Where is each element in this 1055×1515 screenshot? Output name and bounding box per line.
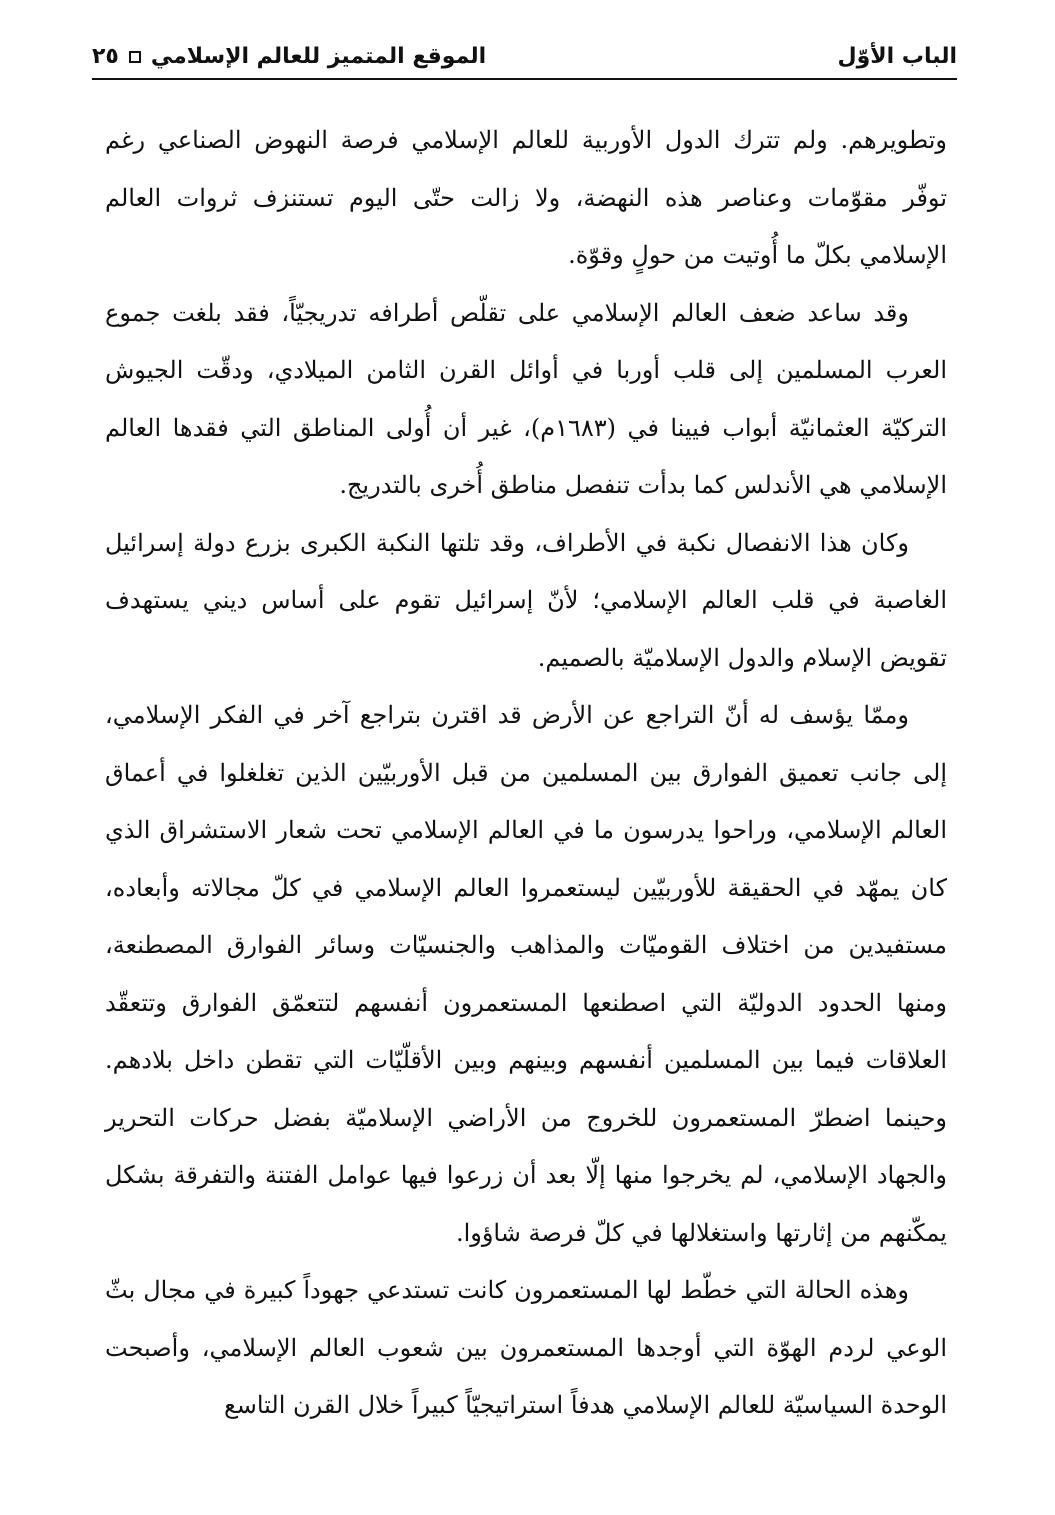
paragraph-4: وممّا يؤسف له أنّ التراجع عن الأرض قد اقترن بتراجع آخر في الفكر الإسلامي، إلى جانب تعميق الفوارق بين المسلمين من قبل الأوربيّين الذين تغلغلوا في أعماق العالم الإسلامي، وراحوا يدرسون ما في العالم الإسلامي تحت شعار الاستشراق الذي كان يمهّد في الحقيقة للأوربيّين ليستعمروا العالم الإسلامي في كلّ مجالاته وأبعاده، مستفيدين من اختلاف القوميّات والمذاهب والجنسيّات وسائر الفوارق المصطنعة، ومنها الحدود الدوليّة التي اصطنعها المستعمرون أنفسهم لتتعمّق الفوارق وتتعقّد العلاقات فيما بين المسلمين أنفسهم وبينهم وبين الأقلّيّات التي تقطن داخل بلادهم. وحينما اضطرّ المستعمرون للخروج من الأراضي الإسلاميّة بفضل حركات التحرير والجهاد الإسلامي، لم يخرجوا منها إلّا بعد أن زرعوا فيها عوامل الفتنة والتفرقة بشكل يمكّنهم من إثارتها واستغلالها في كلّ فرصة شاؤوا.: [105, 701, 948, 1247]
running-header: [92, 44, 486, 69]
running-title: الموقع المتميز للعالم الإسلامي: [150, 44, 487, 69]
separator-square-icon: [129, 51, 141, 63]
chapter-title: الباب الأوّل: [837, 44, 957, 69]
paragraph-1: وتطويرهم. ولم تترك الدول الأوربية للعالم الإسلامي فرصة النهوض الصناعي رغم توفّر مقوّمات وعناصر هذه النهضة، ولا زالت حتّى اليوم تستنزف ثروات العالم الإسلامي بكلّ ما أُوتيت من حولٍ وقوّة.: [105, 126, 947, 269]
paragraph-3: وكان هذا الانفصال نكبة في الأطراف، وقد تلتها النكبة الكبرى بزرع دولة إسرائيل الغاصبة في قلب العالم الإسلامي؛ لأنّ إسرائيل تقوم على أساس ديني يستهدف تقويض الإسلام والدول الإسلاميّة بالصميم.: [105, 528, 948, 672]
page-number: ٢٥: [92, 44, 119, 69]
header-rule: [92, 78, 957, 80]
page-header: [92, 40, 957, 80]
paragraph-2: وقد ساعد ضعف العالم الإسلامي على تقلّص أطرافه تدريجيّاً، فقد بلغت جموع العرب المسلمين إلى قلب أوربا في أوائل القرن الثامن الميلادي، ودقّت الجيوش التركيّة العثمانيّة أبواب فيينا في (١٦٨٣م)، غير أن أُولى المناطق التي فقدها العالم الإسلامي هي الأندلس كما بدأت تنفصل مناطق أُخرى بالتدريج.: [105, 298, 947, 499]
paragraph-5: وهذه الحالة التي خطّط لها المستعمرون كانت تستدعي جهوداً كبيرة في مجال بثّ الوعي لردم الهوّة التي أوجدها المستعمرون بين شعوب العالم الإسلامي، وأصبحت الوحدة السياسيّة للعالم الإسلامي هدفاً استراتيجيّاً كبيراً خلال القرن التاسع: [105, 1276, 947, 1419]
body-text: [105, 112, 947, 1435]
